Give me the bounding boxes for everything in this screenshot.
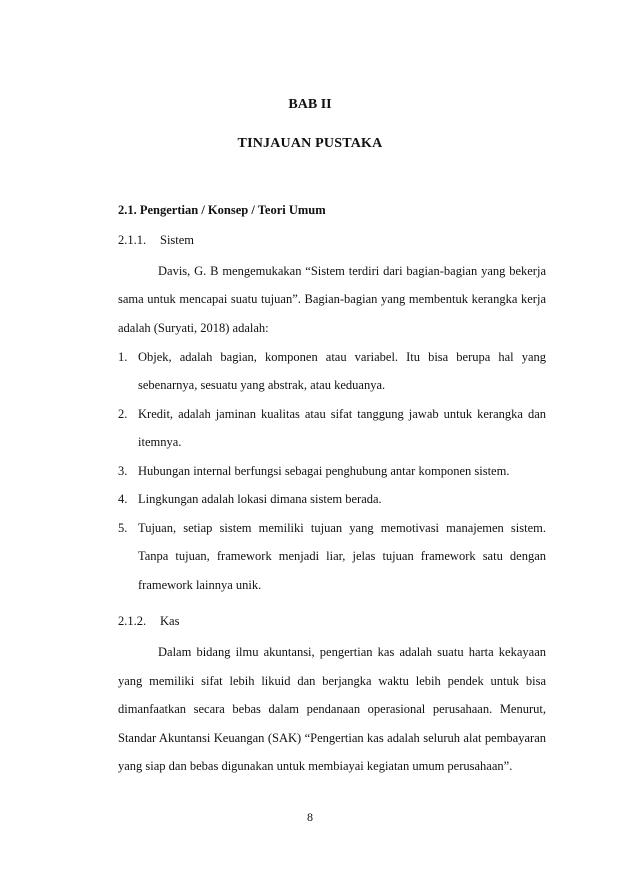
subsection-label: Kas [160,614,180,628]
paragraph-line: yang siap dan bebas digunakan untuk membiayai kegiatan umum perusahaan”. [118,759,513,773]
list-number: 3. [118,464,128,478]
list-text: Tujuan, setiap sistem memiliki tujuan yang memotivasi manajemen sistem. [138,521,546,535]
paragraph-line: Dalam bidang ilmu akuntansi, pengertian kas adalah suatu harta kekayaan [158,645,546,659]
list-continuation: Tanpa tujuan, framework menjadi liar, jelas tujuan framework satu dengan [138,549,546,563]
list-text: Objek, adalah bagian, komponen atau variabel. Itu bisa berupa hal yang [138,350,546,364]
subsection-number: 2.1.1. [118,233,147,247]
paragraph-line: adalah (Suryati, 2018) adalah: [118,321,269,335]
paragraph-line: sama untuk mencapai suatu tujuan”. Bagian-bagian yang membentuk kerangka kerja [118,292,546,306]
section-heading: 2.1. Pengertian / Konsep / Teori Umum [118,203,326,217]
list-number: 2. [118,407,128,421]
subsection-heading-kas [118,614,179,629]
subsection-label: Sistem [160,233,195,247]
chapter-title: TINJAUAN PUSTAKA [237,136,383,151]
list-continuation: framework lainnya unik. [138,578,262,592]
list-number: 1. [118,350,128,364]
list-continuation: sebenarnya, sesuatu yang abstrak, atau keduanya. [138,378,386,392]
list-number: 4. [118,492,128,506]
list-number: 5. [118,521,128,535]
paragraph-line: Davis, G. B mengemukakan “Sistem terdiri dari bagian-bagian yang bekerja [158,264,546,278]
list-continuation: itemnya. [138,435,182,449]
page-number: 8 [307,810,313,824]
list-text: Lingkungan adalah lokasi dimana sistem berada. [138,492,382,506]
chapter-heading: BAB II [288,97,332,112]
paragraph-line: Standar Akuntansi Keuangan (SAK) “Pengertian kas adalah seluruh alat pembayaran [118,731,546,745]
subsection-heading-sistem [118,233,194,248]
paragraph-line: yang memiliki sifat lebih likuid dan berjangka waktu lebih pendek untuk bisa [118,674,546,688]
paragraph-line: dimanfaatkan secara bebas dalam pendanaan operasional perusahaan. Menurut, [118,702,546,716]
list-text: Hubungan internal berfungsi sebagai penghubung antar komponen sistem. [138,464,510,478]
subsection-number: 2.1.2. [118,614,147,628]
list-text: Kredit, adalah jaminan kualitas atau sifat tanggung jawab untuk kerangka dan [138,407,546,421]
